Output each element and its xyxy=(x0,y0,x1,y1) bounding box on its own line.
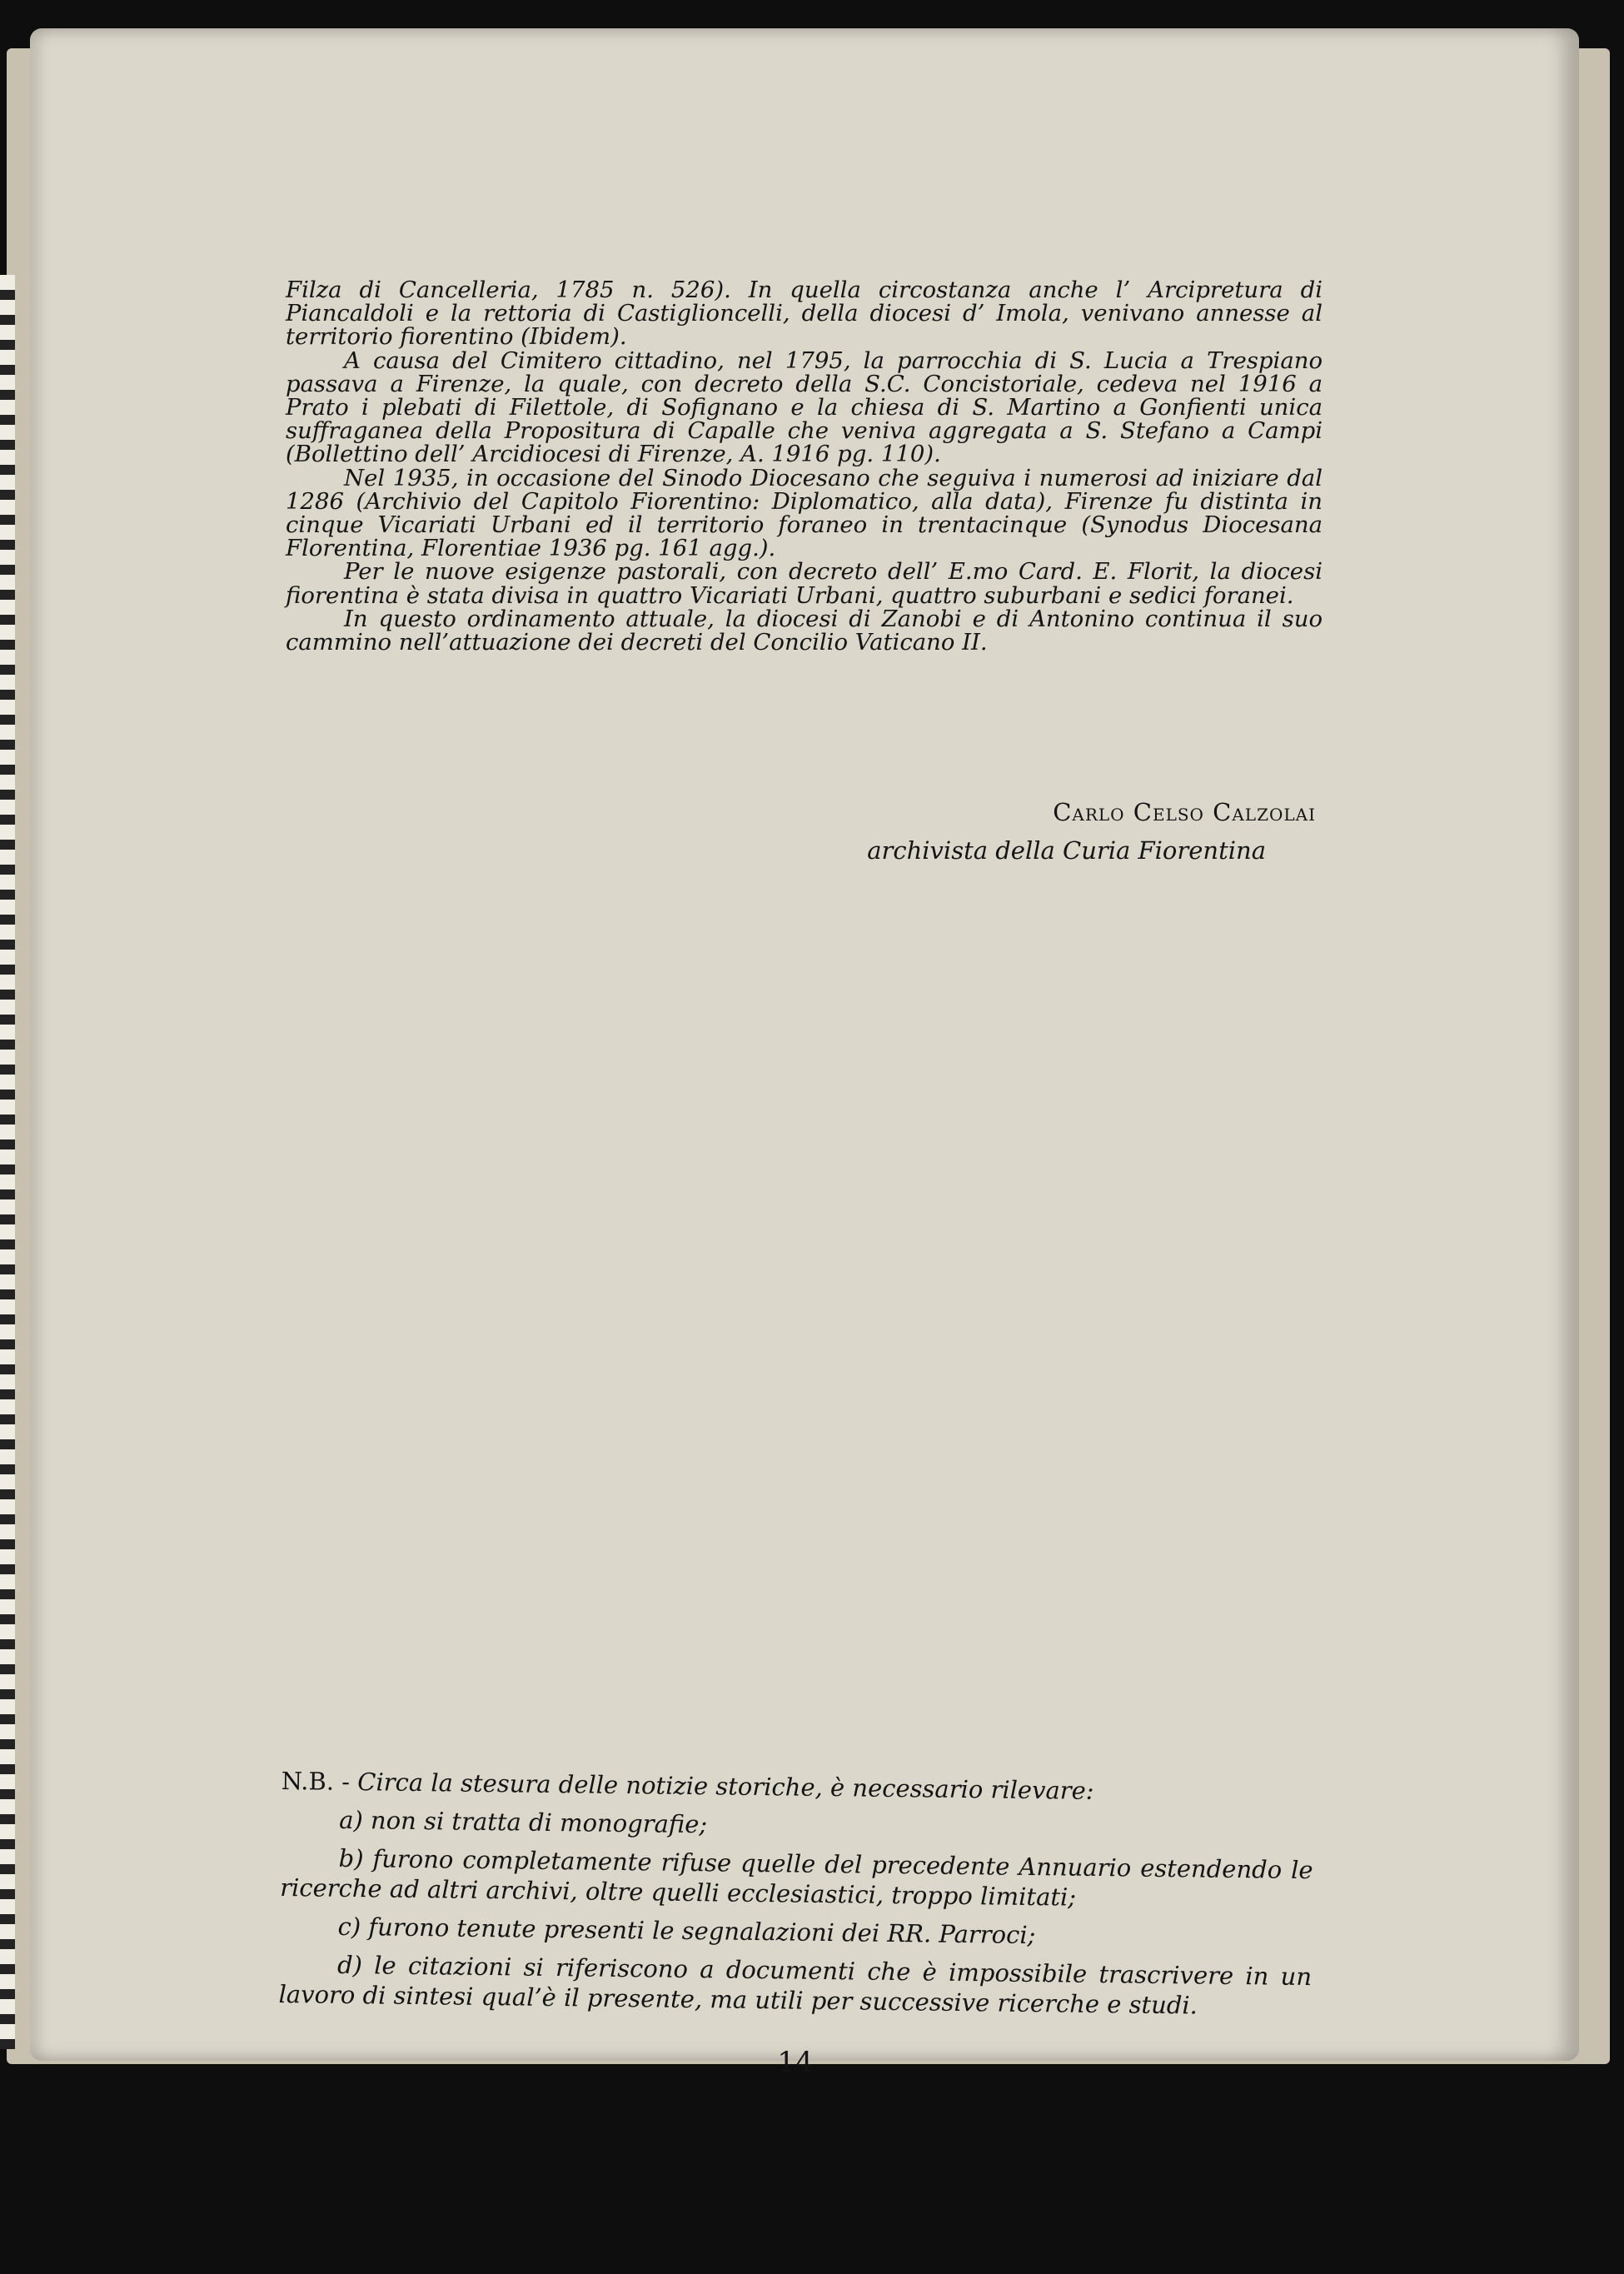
nota-bene-item-b: b) furono completamente rifuse quelle del precedente Annuario estendendo le ricerche ad altri archivi, oltre quelli ecclesiastici, troppo limitati; xyxy=(280,1843,1313,1912)
nota-bene-item-a: a) non si tratta di monografie; xyxy=(339,1805,708,1839)
nota-bene-item-c: c) furono tenute presenti le segnalazioni dei RR. Parroci; xyxy=(337,1912,1036,1950)
nota-bene-lead: N.B. - xyxy=(281,1767,358,1797)
paragraph-1: Filza di Cancelleria, 1785 n. 526). In quella circostanza anche l’ Arcipretura di Piancaldoli e la rettoria di Castiglioncelli, della diocesi d’ Imola, venivano annesse al territorio fiorentino (Ibidem). xyxy=(286,277,1323,351)
paragraph-4: Per le nuove esigenze pastorali, con decreto dell’ E.mo Card. E. Florit, la diocesi fiorentina è stata divisa in quattro Vicariati Urbani, quattro suburbani e sedici foranei. xyxy=(286,558,1323,609)
signature-title: archivista della Curia Fiorentina xyxy=(867,836,1266,865)
page-number: 14 xyxy=(777,2046,814,2079)
paragraph-5: In questo ordinamento attuale, la diocesi di Zanobi e di Antonino continua il suo cammino nell’attuazione dei decreti del Concilio Vaticano II. xyxy=(286,605,1323,656)
paragraph-2: A causa del Cimitero cittadino, nel 1795, la parrocchia di S. Lucia a Trespiano passava a Firenze, la quale, con decreto della S.C. Concistoriale, cedeva nel 1916 a Prato i plebati di Filettole, di Sofignano e la chiesa di S. Martino a Gonfienti unica suffraganea della Propositura di Capalle che veniva aggregata a S. Stefano a Campi (Bollettino dell’ Arcidiocesi di Firenze, A. 1916 pg. 110). xyxy=(286,347,1323,468)
spiral-binding xyxy=(0,275,15,2049)
nota-bene-block xyxy=(278,1766,1314,2030)
nota-bene-intro-text: Circa la stesura delle notizie storiche, è necessario rilevare: xyxy=(357,1768,1094,1805)
signature-name: Carlo Celso Calzolai xyxy=(1053,798,1316,826)
main-text-block xyxy=(286,278,1323,654)
paragraph-3: Nel 1935, in occasione del Sinodo Diocesano che seguiva i numerosi ad iniziare dal 1286 (Archivio del Capitolo Fiorentino: Diplomatico, alla data), Firenze fu distinta in cinque Vicariati Urbani ed il territorio foraneo in trentacinque (Synodus Diocesana Florentina, Florentiae 1936 pg. 161 agg.). xyxy=(286,464,1323,562)
nota-bene-item-d: d) le citazioni si riferiscono a documenti che è impossibile trascrivere in un lavoro di sintesi qual’è il presente, ma utili per successive ricerche e studi. xyxy=(278,1950,1313,2020)
